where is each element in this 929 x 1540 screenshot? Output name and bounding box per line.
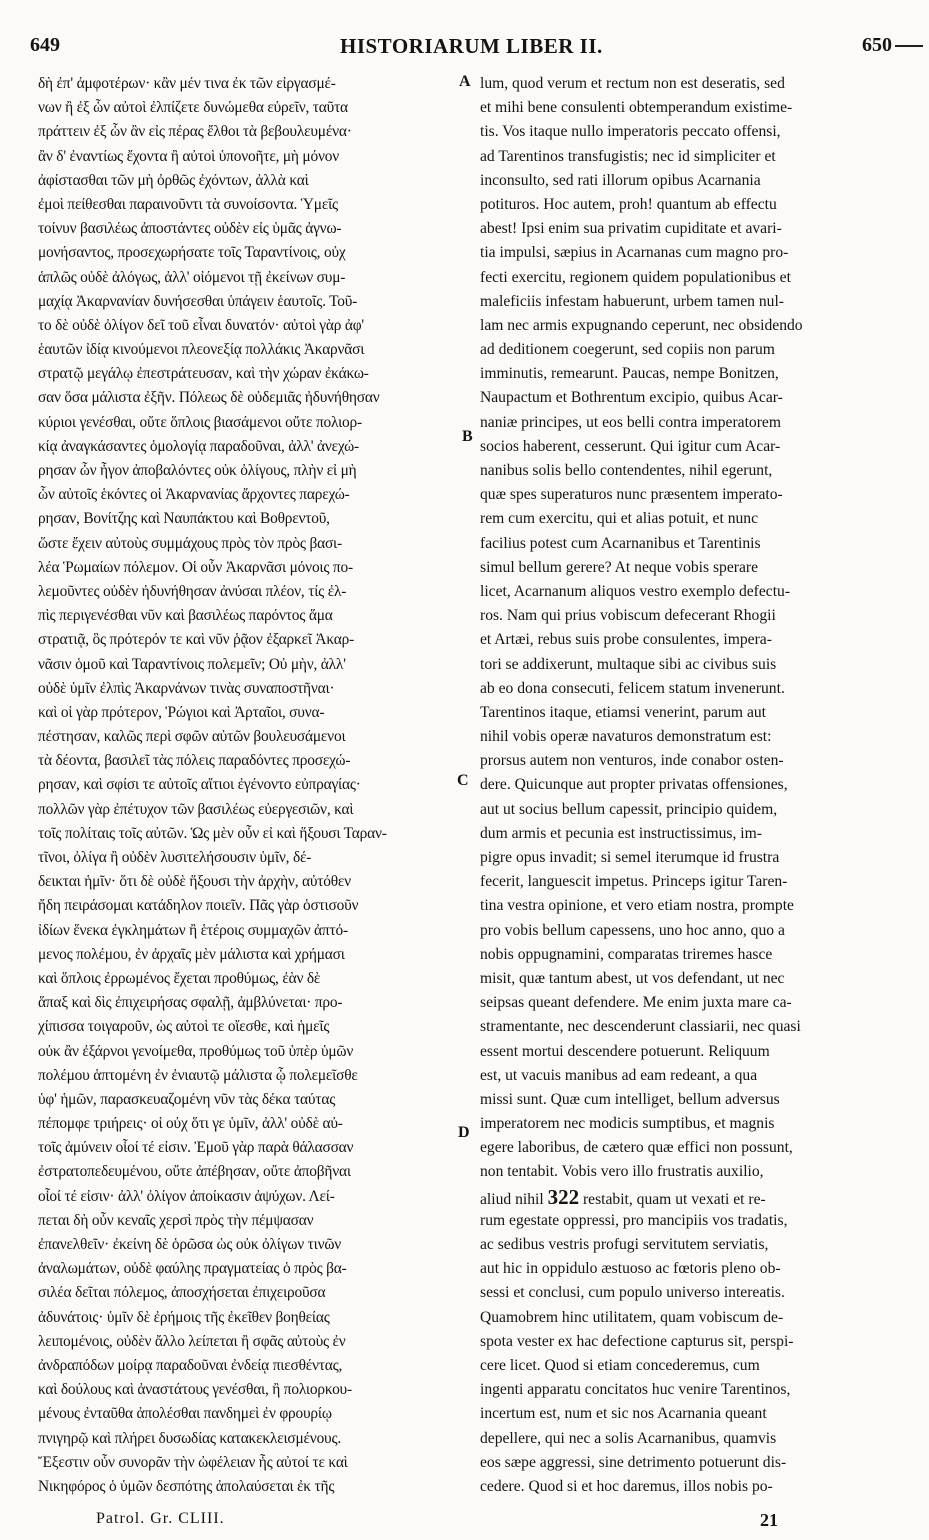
- greek-text-line: οἷοί τέ εἰσιν· ἀλλ' ὀλίγον ἀποίκασιν ἀψύχων. Λεί-: [38, 1187, 335, 1205]
- latin-text-line: simul bellum gerere? At neque vobis sperare: [480, 558, 758, 576]
- latin-text-line: inconsulto, sed rati illorum opibus Acarnania: [480, 171, 761, 189]
- latin-text-line: stramentante, nec descenderunt classiarii, nec quasi: [480, 1018, 801, 1036]
- greek-text-line: το δὲ οὐδὲ ὀλίγον δεῖ τοῦ εἶναι δυνατόν· αὐτοὶ γὰρ ἀφ': [38, 316, 365, 334]
- latin-text-line: cere licet. Quod si etiam concederemus, cum: [480, 1356, 760, 1374]
- greek-text-line: λέα Ῥωμαίων πόλεμον. Οἱ οὖν Ἀκαρνᾶσι μόνοις πο-: [38, 558, 353, 576]
- greek-text-line: καὶ οἱ γὰρ πρότερον, Ῥώγιοι καὶ Ἀρταῖοι, συνα-: [38, 703, 325, 721]
- greek-text-line: πέστησαν, καλῶς περὶ σφῶν αὐτῶν βουλευσάμενοι: [38, 728, 346, 746]
- greek-text-line: ἁπλῶς οὐδὲ ἀλόγως, ἀλλ' οἰόμενοι τῇ ἐκείνων συμ-: [38, 268, 346, 286]
- latin-text-line: nobis oppugnamini, comparatas triremes hasce: [480, 945, 773, 963]
- latin-text-line: et mihi bene consulenti obtemperandum existime-: [480, 99, 793, 117]
- greek-text-line: ἤδη πειράσομαι κατάδηλον ποιεῖν. Πᾶς γὰρ ὁστισοῦν: [38, 897, 359, 915]
- greek-text-line: στρατῷ μεγάλῳ ἐπεστράτευσαν, καὶ τὴν χώραν ἐκάκω-: [38, 365, 369, 383]
- running-title: HISTORIARUM LIBER II.: [340, 34, 603, 58]
- greek-text-line: τοίνυν βασιλέως ἀποστάντες οὐδὲν εἰς ὑμᾶς ἀγνω-: [38, 220, 342, 238]
- latin-text-line: ros. Nam qui prius vobiscum defecerant Rhogii: [480, 607, 776, 625]
- greek-text-column: [38, 72, 456, 1495]
- greek-text-line: Νικηφόρος ὁ ὑμῶν δεσπότης ἀπολαύσεται ἐκ τῆς: [38, 1477, 335, 1495]
- greek-text-line: κίᾳ ἀναγκάσαντες ὁμολογίᾳ παραδοῦναι, ἀλλ' ἀνεχώ-: [38, 437, 359, 455]
- latin-text-line: Naupactum et Bothrentum excipio, quibus Acar-: [480, 389, 783, 407]
- greek-text-line: στρατιᾷ, ὃς πρότερόν τε καὶ νῦν ῥᾷον ἐξαρκεῖ Ἀκαρ-: [38, 631, 355, 649]
- greek-text-line: μενος πολέμου, ἐν ἀρχαῖς μὲν μάλιστα καὶ χρήμασι: [38, 945, 345, 963]
- greek-text-line: πολλῶν γὰρ ἐπέτυχον τῶν βασιλέως εὐεργεσιῶν, καὶ: [38, 800, 354, 818]
- greek-text-line: ἂν δ' ἐναντίως ἔχοντα ἢ αὐτοὶ ὑπονοῆτε, μὴ μόνον: [38, 147, 339, 165]
- latin-text-line: prorsus autem non venturos, inde conabor osten-: [480, 752, 784, 770]
- greek-text-line: ὑφ' ἡμῶν, παρασκευαζομένη νῦν τὰς δέκα ταύτας: [38, 1090, 336, 1108]
- latin-text-line: dere. Quicunque aut propter privatas offensiones,: [480, 776, 788, 794]
- greek-text-line: σιλέα δεῖται πόλεμος, ἀποσχήσεται ἐπιχειροῦσα: [38, 1284, 326, 1302]
- latin-text-line: ad Tarentinos transfugistis; nec id simpliciter et: [480, 147, 776, 165]
- column-page-marker: 322: [547, 1184, 580, 1209]
- latin-text-line: pigre opus invadit; si semel iterumque id frustra: [480, 849, 780, 866]
- greek-text-line: πνιγηρῷ καὶ πλήρει δυσωδίας κατακεκλεισμένους.: [38, 1429, 342, 1447]
- greek-text-line: πολέμου ἁπτομένη ἐν ἐνιαυτῷ μάλιστα ᾧ πολεμεῖσθε: [38, 1066, 358, 1084]
- greek-text-line: Ἔξεστιν οὖν συνορᾶν τὴν ὠφέλειαν ἧς αὐτοί τε καὶ: [38, 1453, 348, 1471]
- greek-text-line: ρησαν ὧν ἦγον ἀποβαλόντες οὐκ ὀλίγους, πλὴν εἰ μὴ: [38, 462, 357, 479]
- greek-text-line: τῖνοι, ὀλίγα ἢ οὐδὲν λυσιτελήσουσιν ὑμῖν, δέ-: [38, 849, 312, 866]
- latin-text-line: pro vobis bellum capessens, uno hoc anno, quo a: [480, 921, 785, 939]
- latin-text-line: non tentabit. Vobis vero illo frustratis auxilio,: [480, 1163, 764, 1181]
- left-page-number: 649: [30, 34, 60, 56]
- latin-text-line: rem cum exercitu, qui et alias potuit, et nunc: [480, 510, 758, 528]
- latin-text-line: aut ut socius bellum capessit, principio quidem,: [480, 800, 778, 818]
- header-rule: [895, 45, 923, 47]
- right-page-number: 650: [862, 34, 892, 56]
- latin-text-line: depellere, qui nec a solis Acarnanibus, quamvis: [480, 1429, 777, 1447]
- greek-text-line: μένους ἐνταῦθα ἀπολέσθαι πανδημεὶ ἐν φρουρίῳ: [38, 1405, 332, 1423]
- latin-text-line: fecti exercitu, regionem quidem populationibus et: [480, 268, 791, 286]
- greek-text-line: μονήσαντος, προσεχωρήσατε τοῖς Ταραντίνοις, οὐχ: [38, 244, 346, 262]
- latin-text-line: aliud nihil 322 restabit, quam ut vexati et re-: [480, 1184, 766, 1209]
- latin-text-column: [480, 72, 892, 1495]
- latin-text-line: imminutis, remearunt. Paucas, nempe Bonitzen,: [480, 365, 779, 383]
- margin-marker-d: D: [458, 1124, 470, 1141]
- latin-text-line: licet, Acarnanum aliquos vestro exemplo defectu-: [480, 582, 791, 600]
- footer-signature: 21: [760, 1510, 778, 1530]
- greek-text-line: ἀφίστασθαι τῶν μὴ ὀρθῶς ἐχόντων, ἀλλὰ καὶ: [38, 171, 309, 189]
- latin-text-line: tori se addixerunt, multaque sibi ac civibus suis: [480, 655, 777, 673]
- latin-text-line: ad deditionem coegerunt, sed copiis non parum: [480, 341, 775, 359]
- greek-text-line: δὴ ἐπ' ἀμφοτέρων· κἂν μέν τινα ἐκ τῶν εἰργασμέ-: [38, 75, 336, 92]
- greek-text-line: λεμοῦντες οὐδὲν ἠδυνήθησαν ἀνύσαι πλέον, τίς ἐλ-: [38, 582, 347, 600]
- greek-text-line: καὶ ὅπλοις ἐρρωμένος ἔχεται προθύμως, ἐὰν δὲ: [38, 969, 321, 987]
- greek-text-line: τοῖς ἀμύνειν οἷοί τέ εἰσιν. Ἐμοῦ γὰρ παρὰ θάλασσαν: [38, 1139, 354, 1157]
- greek-text-line: ὥστε ἔχειν αὐτοὺς συμμάχους πρὸς τὸν πρὸς βασι-: [38, 534, 342, 552]
- greek-text-line: νᾶσιν ὁμοῦ καὶ Ταραντίνοις πολεμεῖν; Οὐ μὴν, ἀλλ': [38, 655, 346, 673]
- greek-text-line: πράττειν ἐξ ὧν ἂν εἰς πέρας ἔλθοι τὰ βεβουλευμένα·: [38, 123, 352, 141]
- greek-text-line: δεικται ἡμῖν· ὅτι δὲ οὐδὲ ἥξουσι τὴν ἀρχὴν, αὐτόθεν: [38, 873, 351, 891]
- latin-text-line: lam nec armis expugnando ceperunt, nec obsidendo: [480, 316, 803, 334]
- greek-text-line: ἐπανελθεῖν· ἐκείνη δὲ ὁρῶσα ὡς οὐκ ὀλίγων τινῶν: [38, 1236, 342, 1253]
- latin-text-line: egere laboribus, de cætero quæ effici non possunt,: [480, 1139, 793, 1157]
- greek-text-line: ἀδυνάτοις· ὑμῖν δὲ ἐρήμοις τῆς ἐκεῖθεν βοηθείας: [38, 1308, 330, 1326]
- greek-text-line: ὧν αὐτοῖς ἑκόντες οἱ Ἀκαρνανίας ἄρχοντες παρεχώ-: [38, 486, 350, 504]
- latin-text-line: missi sunt. Quæ cum intelliget, bellum adversus: [480, 1090, 780, 1108]
- latin-text-line: ac sedibus vestris profugi servitutem serviatis,: [480, 1236, 769, 1253]
- greek-text-line: ἀνδραπόδων μοίρᾳ παραδοῦναι ἐνδείᾳ πιεσθέντας,: [38, 1356, 343, 1374]
- greek-text-line: ρησαν, καὶ σφίσι τε αὐτοῖς αἴτιοι ἐγένοντο εὐπραγίας·: [38, 776, 361, 794]
- latin-text-line: essent mortui descendere potuerunt. Reliquum: [480, 1042, 770, 1060]
- latin-text-line: Tarentinos itaque, etiamsi venerint, parum aut: [480, 703, 767, 721]
- greek-text-line: ἐστρατοπεδευμένου, οὔτε ἀπέβησαν, οὔτε ἀποβῆναι: [38, 1163, 351, 1181]
- latin-text-line: potituros. Hoc autem, proh! quantum ab effectu: [480, 195, 777, 213]
- latin-text-line: naniæ principes, ut eos belli contra imperatorem: [480, 413, 781, 431]
- margin-marker-b: B: [462, 428, 473, 445]
- margin-marker-a: A: [459, 73, 471, 90]
- greek-text-line: ἰδίων ἕνεκα ἐγκλημάτων ἢ ἑτέροις συμμαχῶν ἀπτό-: [38, 921, 348, 939]
- greek-text-line: λειπομένοις, οὐδὲν ἄλλο λείπεται ἢ σφᾶς αὐτοὺς ἐν: [38, 1332, 346, 1350]
- latin-text-line: misit, quæ tantum abest, ut vos defendant, ut nec: [480, 969, 785, 987]
- latin-text-line: est, ut vacuis manibus ad eam redeant, a qua: [480, 1066, 758, 1084]
- latin-text-line: spota vester ex hac defectione capturus sit, perspi-: [480, 1332, 794, 1350]
- greek-text-line: πέπομφε τριήρεις· οἱ οὐχ ὅτι γε ὑμῖν, ἀλλ' οὐδὲ αὐ-: [38, 1115, 343, 1133]
- greek-text-line: ἅπαξ καὶ δὶς ἐπιχειρήσας σφαλῇ, ἀμβλύνεται· προ-: [38, 994, 343, 1012]
- latin-text-line: tia impulsi, sæpius in Acarnanas cum magno pro-: [480, 244, 789, 262]
- latin-text-line: facilius potest cum Acarnanibus et Tarentinis: [480, 534, 761, 552]
- latin-text-line: fecerit, languescit impetus. Princeps igitur Taren-: [480, 873, 788, 891]
- latin-text-line: Quamobrem hinc utilitatem, quam vobiscum de-: [480, 1308, 784, 1326]
- latin-text-line: seipsas queant defendere. Me enim juxta mare ca-: [480, 994, 792, 1012]
- latin-text-line: socios haberent, cesserunt. Qui igitur cum Acar-: [480, 437, 781, 455]
- latin-text-line: et Artæi, rebus suis probe consulentes, impera-: [480, 631, 772, 649]
- latin-text-line: imperatorem nec modicis sumptibus, et magnis: [480, 1115, 775, 1133]
- greek-text-line: τοῖς πολίταις τοῖς αὐτῶν. Ὡς μὲν οὖν εἰ καὶ ἥξουσι Ταραν-: [38, 824, 387, 842]
- greek-text-line: ρησαν, Βονίτζης καὶ Ναυπάκτου καὶ Βοθρεντοῦ,: [38, 510, 330, 528]
- latin-text-line: lum, quod verum et rectum non est deseratis, sed: [480, 75, 785, 92]
- greek-text-line: οὐδὲ ὑμῖν ἐλπὶς Ἀκαρνάνων τινὰς συναποστῆναι·: [38, 679, 335, 697]
- latin-text-line: ingenti apparatu concitatos huc venire Tarentinos,: [480, 1381, 791, 1399]
- greek-text-line: σαν ὅσα μάλιστα ἐξῆν. Πόλεως δὲ οὐδεμιᾶς ἠδυνήθησαν: [38, 389, 380, 407]
- running-header: [0, 34, 929, 64]
- latin-text-line: tina vestra opinione, et vero etiam nostra, prompte: [480, 897, 794, 915]
- greek-text-line: ἑαυτῶν ἰδίᾳ κινούμενοι πλεονεξίᾳ πολλάκις Ἀκαρνᾶσι: [38, 341, 365, 359]
- greek-text-line: πεται δὴ οὖν κεναῖς χερσὶ πρὸς τὴν πέμψασαν: [38, 1211, 314, 1229]
- greek-text-line: ἐμοὶ πείθεσθαι παραινοῦντι τὰ συνοίσοντα. Ὑμεῖς: [38, 195, 338, 213]
- latin-text-line: eos sæpe aggressi, sine detrimento potuerunt dis-: [480, 1453, 787, 1471]
- latin-text-line: ab eo dona consecuti, felicem statum invenerunt.: [480, 679, 785, 697]
- greek-text-line: πὶς περιγενέσθαι νῦν καὶ βασιλέως παρόντος ἅμα: [38, 607, 333, 625]
- greek-text-line: οὐκ ἂν ἐξάρνοι γενοίμεθα, προθύμως τοῦ ὑπὲρ ὑμῶν: [38, 1042, 354, 1060]
- latin-text-line: nanibus solis bello contendentes, nihil egerunt,: [480, 462, 773, 479]
- latin-text-line: quæ spes superaturos nunc præsentem imperato-: [480, 486, 783, 504]
- greek-text-line: χίπισσα τοιγαροῦν, ὡς αὐτοὶ τε οἴεσθε, καὶ ἡμεῖς: [38, 1018, 330, 1036]
- latin-text-line: rum egestate oppressi, pro mancipiis vos tradatis,: [480, 1211, 788, 1229]
- margin-marker-c: C: [457, 772, 469, 789]
- greek-text-line: καὶ δούλους καὶ ἀναστάτους γενέσθαι, ἢ πολιορκου-: [38, 1381, 352, 1399]
- latin-text-line: aut hic in oppidulo æstuoso ac fœtoris pleno ob-: [480, 1260, 781, 1278]
- latin-text-line: incertum est, num et sic nos Acarnania queant: [480, 1405, 767, 1423]
- greek-text-line: μαχίᾳ Ἀκαρνανίαν δυνήσεσθαι ὑπάγειν ἑαυτοῖς. Τοῦ-: [38, 292, 358, 310]
- greek-text-line: ἀναλωμάτων, οὐδὲ φαύλης πραγματείας ὁ πρὸς βα-: [38, 1260, 347, 1278]
- greek-text-line: τὰ δέοντα, βασιλεῖ τὰς πόλεις παραδόντες προσεχώ-: [38, 752, 351, 770]
- latin-text-line: abest! Ipsi enim sua privatim cupiditate et avari-: [480, 220, 782, 238]
- footer-volume: Patrol. Gr. CLIII.: [96, 1510, 225, 1527]
- greek-text-line: νων ἢ ἐξ ὧν αὐτοὶ ἐλπίζετε δυνώμεθα εὑρεῖν, ταῦτα: [38, 99, 348, 117]
- greek-text-line: κύριοι γενέσθαι, οὔτε ὅπλοις βιασάμενοι οὔτε πολιορ-: [38, 413, 362, 431]
- latin-text-line: tis. Vos itaque nullo imperatoris peccato offensi,: [480, 123, 781, 141]
- latin-text-line: cedere. Quod si et hoc daremus, illos nobis po-: [480, 1477, 773, 1495]
- latin-text-line: maleficiis infestam habuerunt, urbem tamen nul-: [480, 292, 784, 310]
- latin-text-line: sessi et conclusi, cum populo universo intereatis.: [480, 1284, 785, 1302]
- latin-text-line: nihil vobis operæ navaturos demonstratum est:: [480, 728, 772, 746]
- latin-text-line: dum armis et pecunia est instructissimus, im-: [480, 824, 762, 842]
